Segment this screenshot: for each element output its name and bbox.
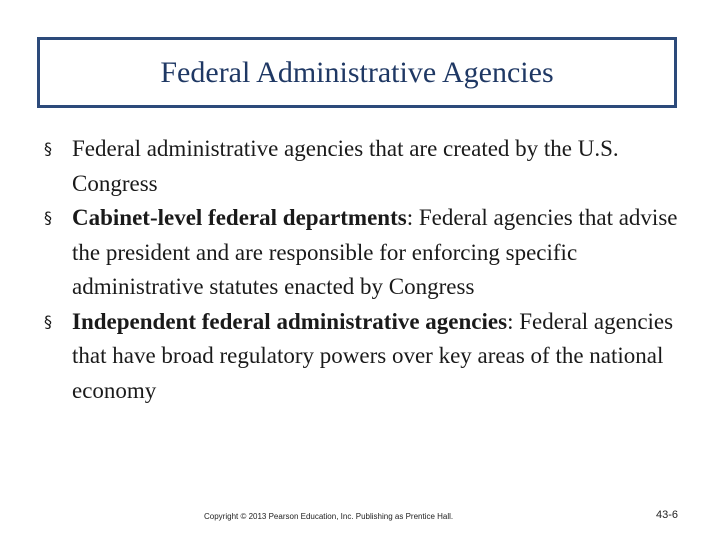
- bullet-term: Cabinet-level federal departments: [72, 205, 407, 230]
- section-sign-bullet-icon: §: [44, 311, 52, 331]
- bullet-item: [40, 305, 700, 409]
- footer-copyright: Copyright © 2013 Pearson Education, Inc. Publishing as Prentice Hall.: [204, 512, 454, 521]
- title-box: [37, 37, 677, 108]
- bullet-text: Federal administrative agencies that are created by the U.S. Congress: [72, 136, 619, 196]
- page-number: 43-6: [656, 509, 679, 521]
- bullet-item: [40, 201, 700, 305]
- bullet-term: Independent federal administrative agencies: [72, 308, 508, 334]
- bullet-item: [40, 132, 700, 201]
- bullet-list: [40, 132, 700, 408]
- bullet-text: Federal agencies that have broad regulatory powers over key areas of the national economy: [72, 308, 674, 403]
- slide-title: Federal Administrative Agencies: [160, 55, 554, 89]
- section-sign-bullet-icon: §: [44, 139, 52, 158]
- bullet-separator: :: [507, 308, 520, 334]
- section-sign-bullet-icon: §: [44, 208, 52, 227]
- bullet-text: Federal agencies that advise the president and are responsible for enforcing specific administrative statutes enacted by Congress: [72, 205, 678, 299]
- bullet-separator: :: [406, 205, 419, 230]
